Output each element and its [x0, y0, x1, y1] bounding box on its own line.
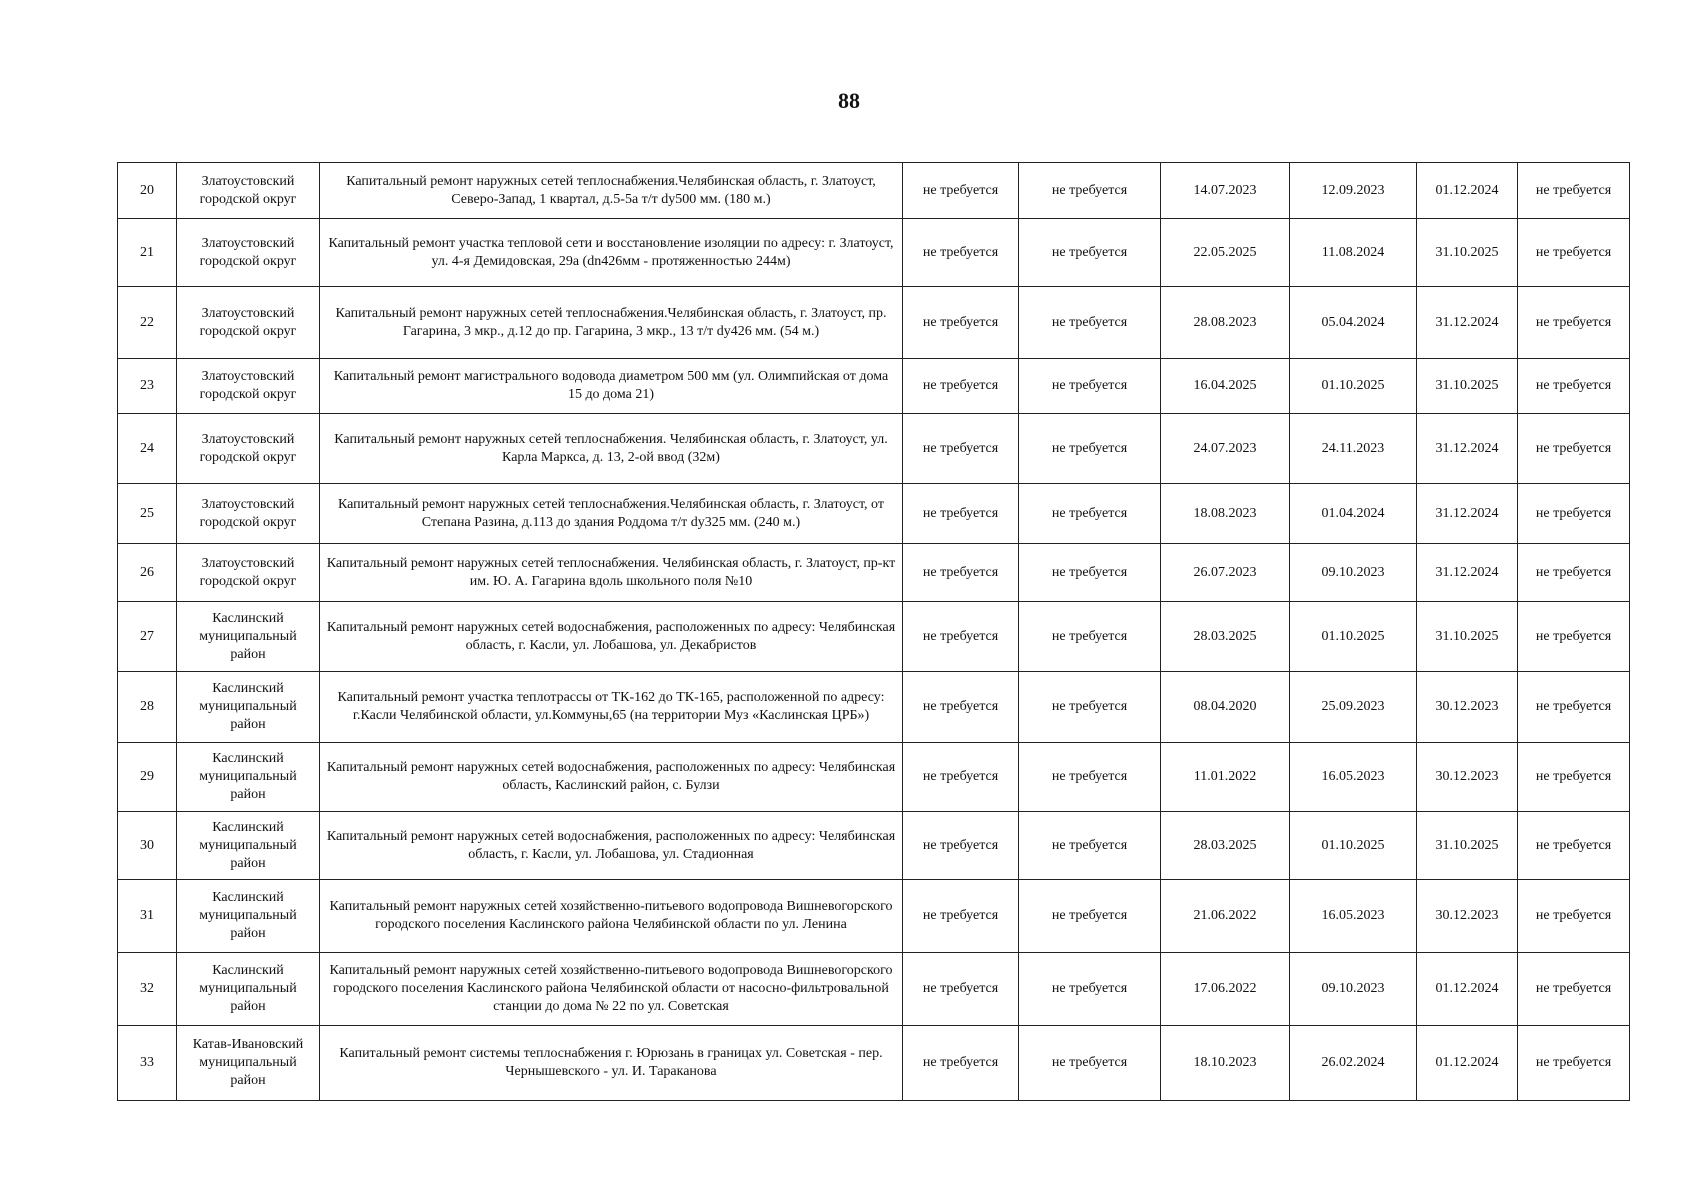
description-cell: Капитальный ремонт наружных сетей водоснабжения, расположенных по адресу: Челябинская область, г. Касли, ул. Лобашова, ул. Стадионная	[320, 812, 903, 880]
requirement-cell-1: не требуется	[903, 953, 1019, 1026]
requirement-cell-1: не требуется	[903, 743, 1019, 812]
row-number-cell: 31	[118, 880, 177, 953]
date-cell-3: 31.12.2024	[1417, 414, 1518, 484]
row-number-cell: 22	[118, 287, 177, 359]
description-cell: Капитальный ремонт наружных сетей теплоснабжения.Челябинская область, г. Златоуст, от Степана Разина, д.113 до здания Роддома т/т dy325 мм. (240 м.)	[320, 484, 903, 544]
requirement-cell-2: не требуется	[1019, 219, 1161, 287]
row-number-cell: 20	[118, 163, 177, 219]
requirement-cell-1: не требуется	[903, 163, 1019, 219]
date-cell-1: 28.03.2025	[1161, 602, 1290, 672]
date-cell-3: 31.10.2025	[1417, 602, 1518, 672]
date-cell-1: 22.05.2025	[1161, 219, 1290, 287]
requirement-cell-1: не требуется	[903, 484, 1019, 544]
description-cell: Капитальный ремонт наружных сетей хозяйственно-питьевого водопровода Вишневогорского городского поселения Каслинского района Челябинской области по ул. Ленина	[320, 880, 903, 953]
requirement-cell-3: не требуется	[1518, 544, 1630, 602]
row-number-cell: 29	[118, 743, 177, 812]
requirement-cell-3: не требуется	[1518, 880, 1630, 953]
table-row	[118, 743, 1630, 812]
description-cell: Капитальный ремонт наружных сетей хозяйственно-питьевого водопровода Вишневогорского городского поселения Каслинского района Челябинской области от насосно-фильтровальной станции до дома № 22 по ул. Советская	[320, 953, 903, 1026]
row-number-cell: 28	[118, 672, 177, 743]
date-cell-1: 16.04.2025	[1161, 359, 1290, 414]
repair-schedule-table	[117, 162, 1630, 1101]
requirement-cell-2: не требуется	[1019, 812, 1161, 880]
date-cell-2: 09.10.2023	[1290, 544, 1417, 602]
requirement-cell-3: не требуется	[1518, 287, 1630, 359]
row-number-cell: 23	[118, 359, 177, 414]
table-row	[118, 812, 1630, 880]
date-cell-2: 24.11.2023	[1290, 414, 1417, 484]
requirement-cell-1: не требуется	[903, 672, 1019, 743]
table-row	[118, 287, 1630, 359]
date-cell-3: 01.12.2024	[1417, 163, 1518, 219]
date-cell-2: 05.04.2024	[1290, 287, 1417, 359]
requirement-cell-3: не требуется	[1518, 414, 1630, 484]
district-cell: Златоустовский городской округ	[177, 484, 320, 544]
table-row	[118, 1026, 1630, 1101]
date-cell-1: 18.10.2023	[1161, 1026, 1290, 1101]
requirement-cell-2: не требуется	[1019, 953, 1161, 1026]
district-cell: Катав-Ивановский муниципальный район	[177, 1026, 320, 1101]
date-cell-3: 31.12.2024	[1417, 484, 1518, 544]
row-number-cell: 30	[118, 812, 177, 880]
requirement-cell-3: не требуется	[1518, 484, 1630, 544]
date-cell-2: 16.05.2023	[1290, 880, 1417, 953]
row-number-cell: 33	[118, 1026, 177, 1101]
requirement-cell-1: не требуется	[903, 880, 1019, 953]
requirement-cell-1: не требуется	[903, 219, 1019, 287]
requirement-cell-1: не требуется	[903, 602, 1019, 672]
requirement-cell-2: не требуется	[1019, 359, 1161, 414]
requirement-cell-1: не требуется	[903, 359, 1019, 414]
district-cell: Златоустовский городской округ	[177, 219, 320, 287]
requirement-cell-3: не требуется	[1518, 602, 1630, 672]
row-number-cell: 24	[118, 414, 177, 484]
date-cell-1: 28.08.2023	[1161, 287, 1290, 359]
table-row	[118, 414, 1630, 484]
date-cell-2: 01.10.2025	[1290, 812, 1417, 880]
date-cell-3: 30.12.2023	[1417, 672, 1518, 743]
district-cell: Каслинский муниципальный район	[177, 812, 320, 880]
date-cell-2: 12.09.2023	[1290, 163, 1417, 219]
table-body	[118, 163, 1630, 1101]
district-cell: Каслинский муниципальный район	[177, 743, 320, 812]
requirement-cell-2: не требуется	[1019, 880, 1161, 953]
date-cell-1: 21.06.2022	[1161, 880, 1290, 953]
requirement-cell-3: не требуется	[1518, 163, 1630, 219]
requirement-cell-3: не требуется	[1518, 743, 1630, 812]
date-cell-3: 31.10.2025	[1417, 219, 1518, 287]
requirement-cell-1: не требуется	[903, 812, 1019, 880]
description-cell: Капитальный ремонт наружных сетей водоснабжения, расположенных по адресу: Челябинская область, г. Касли, ул. Лобашова, ул. Декабристов	[320, 602, 903, 672]
district-cell: Каслинский муниципальный район	[177, 602, 320, 672]
requirement-cell-3: не требуется	[1518, 672, 1630, 743]
table-row	[118, 163, 1630, 219]
requirement-cell-2: не требуется	[1019, 287, 1161, 359]
date-cell-2: 09.10.2023	[1290, 953, 1417, 1026]
district-cell: Каслинский муниципальный район	[177, 880, 320, 953]
district-cell: Златоустовский городской округ	[177, 163, 320, 219]
row-number-cell: 27	[118, 602, 177, 672]
table-row	[118, 953, 1630, 1026]
description-cell: Капитальный ремонт наружных сетей теплоснабжения. Челябинская область, г. Златоуст, ул. Карла Маркса, д. 13, 2-ой ввод (32м)	[320, 414, 903, 484]
table-row	[118, 880, 1630, 953]
date-cell-1: 26.07.2023	[1161, 544, 1290, 602]
requirement-cell-1: не требуется	[903, 414, 1019, 484]
description-cell: Капитальный ремонт системы теплоснабжения г. Юрюзань в границах ул. Советская - пер. Чернышевского - ул. И. Тараканова	[320, 1026, 903, 1101]
requirement-cell-2: не требуется	[1019, 743, 1161, 812]
requirement-cell-2: не требуется	[1019, 602, 1161, 672]
table-row	[118, 602, 1630, 672]
requirement-cell-1: не требуется	[903, 287, 1019, 359]
district-cell: Златоустовский городской округ	[177, 414, 320, 484]
page-number: 88	[838, 88, 860, 113]
district-cell: Каслинский муниципальный район	[177, 953, 320, 1026]
date-cell-2: 01.10.2025	[1290, 359, 1417, 414]
date-cell-3: 30.12.2023	[1417, 880, 1518, 953]
date-cell-2: 01.04.2024	[1290, 484, 1417, 544]
requirement-cell-2: не требуется	[1019, 544, 1161, 602]
date-cell-3: 31.10.2025	[1417, 812, 1518, 880]
description-cell: Капитальный ремонт наружных сетей теплоснабжения. Челябинская область, г. Златоуст, пр-кт им. Ю. А. Гагарина вдоль школьного поля №10	[320, 544, 903, 602]
description-cell: Капитальный ремонт наружных сетей водоснабжения, расположенных по адресу: Челябинская область, Каслинский район, с. Булзи	[320, 743, 903, 812]
requirement-cell-3: не требуется	[1518, 359, 1630, 414]
date-cell-2: 26.02.2024	[1290, 1026, 1417, 1101]
row-number-cell: 26	[118, 544, 177, 602]
date-cell-3: 31.10.2025	[1417, 359, 1518, 414]
date-cell-1: 14.07.2023	[1161, 163, 1290, 219]
date-cell-2: 01.10.2025	[1290, 602, 1417, 672]
description-cell: Капитальный ремонт наружных сетей теплоснабжения.Челябинская область, г. Златоуст, пр. Гагарина, 3 мкр., д.12 до пр. Гагарина, 3 мкр., 13 т/т dy426 мм. (54 м.)	[320, 287, 903, 359]
table-row	[118, 544, 1630, 602]
date-cell-1: 17.06.2022	[1161, 953, 1290, 1026]
description-cell: Капитальный ремонт наружных сетей теплоснабжения.Челябинская область, г. Златоуст, Северо-Запад, 1 квартал, д.5-5а т/т dy500 мм. (180 м.)	[320, 163, 903, 219]
row-number-cell: 25	[118, 484, 177, 544]
requirement-cell-2: не требуется	[1019, 163, 1161, 219]
date-cell-2: 16.05.2023	[1290, 743, 1417, 812]
date-cell-1: 08.04.2020	[1161, 672, 1290, 743]
requirement-cell-1: не требуется	[903, 1026, 1019, 1101]
date-cell-1: 28.03.2025	[1161, 812, 1290, 880]
requirement-cell-2: не требуется	[1019, 672, 1161, 743]
date-cell-3: 30.12.2023	[1417, 743, 1518, 812]
requirement-cell-3: не требуется	[1518, 953, 1630, 1026]
date-cell-3: 31.12.2024	[1417, 544, 1518, 602]
requirement-cell-3: не требуется	[1518, 812, 1630, 880]
requirement-cell-3: не требуется	[1518, 1026, 1630, 1101]
district-cell: Златоустовский городской округ	[177, 544, 320, 602]
description-cell: Капитальный ремонт магистрального водовода диаметром 500 мм (ул. Олимпийская от дома 15 до дома 21)	[320, 359, 903, 414]
row-number-cell: 21	[118, 219, 177, 287]
date-cell-2: 25.09.2023	[1290, 672, 1417, 743]
district-cell: Каслинский муниципальный район	[177, 672, 320, 743]
date-cell-1: 24.07.2023	[1161, 414, 1290, 484]
requirement-cell-2: не требуется	[1019, 414, 1161, 484]
description-cell: Капитальный ремонт участка тепловой сети и восстановление изоляции по адресу: г. Златоуст, ул. 4-я Демидовская, 29а (dn426мм - протяженностью 244м)	[320, 219, 903, 287]
district-cell: Златоустовский городской округ	[177, 359, 320, 414]
row-number-cell: 32	[118, 953, 177, 1026]
table-row	[118, 484, 1630, 544]
district-cell: Златоустовский городской округ	[177, 287, 320, 359]
table-row	[118, 219, 1630, 287]
description-cell: Капитальный ремонт участка теплотрассы от ТК-162 до ТК-165, расположенной по адресу: г.Касли Челябинской области, ул.Коммуны,65 (на территории Муз «Каслинская ЦРБ»)	[320, 672, 903, 743]
date-cell-1: 11.01.2022	[1161, 743, 1290, 812]
requirement-cell-2: не требуется	[1019, 484, 1161, 544]
date-cell-1: 18.08.2023	[1161, 484, 1290, 544]
requirement-cell-3: не требуется	[1518, 219, 1630, 287]
requirement-cell-1: не требуется	[903, 544, 1019, 602]
date-cell-3: 01.12.2024	[1417, 1026, 1518, 1101]
date-cell-3: 01.12.2024	[1417, 953, 1518, 1026]
date-cell-3: 31.12.2024	[1417, 287, 1518, 359]
date-cell-2: 11.08.2024	[1290, 219, 1417, 287]
table-row	[118, 672, 1630, 743]
table-row	[118, 359, 1630, 414]
requirement-cell-2: не требуется	[1019, 1026, 1161, 1101]
